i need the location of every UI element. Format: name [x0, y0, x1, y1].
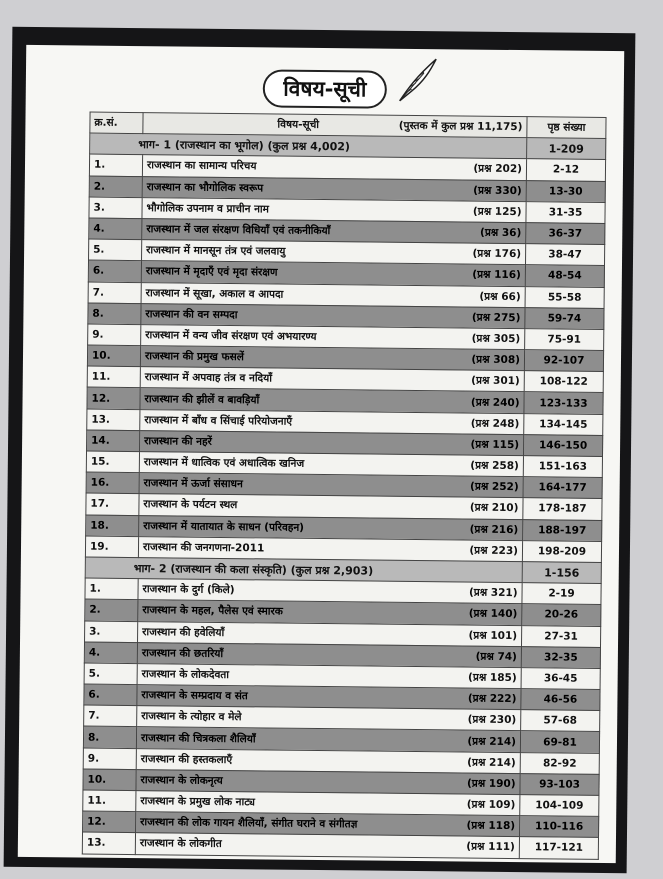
page-range: 198-209 — [522, 540, 601, 562]
page-range: 57-68 — [521, 710, 600, 732]
page-range: 2-12 — [526, 159, 605, 181]
title-area — [26, 67, 624, 111]
page-range: 27-31 — [521, 625, 600, 647]
chapter-number: 7. — [88, 282, 141, 304]
question-count: (प्रश्न 101) — [468, 629, 518, 642]
question-count: (प्रश्न 125) — [472, 205, 522, 218]
chapter-title: राजस्थान के सम्प्रदाय व संत — [141, 689, 248, 703]
page-range: 59-74 — [525, 307, 604, 329]
chapter-number: 3. — [89, 197, 142, 219]
chapter-number: 2. — [85, 599, 138, 621]
chapter-number: 19. — [85, 536, 138, 558]
page-range: 93-103 — [520, 773, 599, 795]
page-range: 55-58 — [525, 286, 604, 308]
page-title: विषय-सूची — [263, 69, 387, 108]
chapter-title: राजस्थान की लोक गायन शैलियाँ, संगीत घराने व संगीतज्ञ — [140, 816, 358, 831]
chapter-title: राजस्थान में धात्विक एवं अधात्विक खनिज — [143, 456, 305, 470]
question-count: (प्रश्न 210) — [469, 502, 519, 515]
chapter-number: 9. — [83, 748, 136, 770]
chapter-title: राजस्थान में वन्य जीव संरक्षण एवं अभयारण्य — [145, 329, 317, 343]
chapter-title: राजस्थान में यातायात के साधन (परिवहन) — [143, 519, 305, 534]
chapter-title: राजस्थान के दुर्ग (किले) — [142, 583, 235, 597]
page-range: 82-92 — [520, 752, 599, 774]
chapter-title: राजस्थान के प्रमुख लोक नाट्य — [140, 795, 255, 809]
header-serial: क्र.सं. — [90, 112, 143, 134]
page-range: 151-163 — [523, 456, 602, 478]
question-count: (प्रश्न 176) — [472, 247, 522, 261]
chapter-number: 18. — [86, 515, 139, 537]
chapter-title: राजस्थान में मृदाएँ एवं मृदा संरक्षण — [145, 265, 278, 279]
chapter-number: 9. — [88, 324, 141, 346]
page-range: 104-109 — [520, 795, 599, 817]
page-range: 46-56 — [521, 689, 600, 711]
header-total-questions: (पुस्तक में कुल प्रश्न 11,175) — [398, 119, 523, 134]
chapter-title: राजस्थान में जल संरक्षण विधियाँ एवं तकनीकियाँ — [146, 223, 331, 238]
chapter-number: 17. — [86, 493, 139, 515]
chapter-number: 1. — [89, 154, 142, 176]
chapter-title: राजस्थान में अपवाह तंत्र व नदियाँ — [144, 371, 273, 385]
chapter-number: 3. — [85, 621, 138, 643]
page-range: 36-45 — [521, 667, 600, 689]
chapter-title: राजस्थान की चित्रकला शैलियाँ — [140, 731, 256, 745]
chapter-number: 11. — [83, 790, 136, 812]
chapter-number: 4. — [89, 218, 142, 240]
question-count: (प्रश्न 118) — [466, 819, 516, 833]
question-count: (प्रश्न 330) — [473, 184, 522, 197]
page-range: 13-30 — [526, 180, 605, 202]
header-subject-label: विषय-सूची — [277, 118, 320, 132]
chapter-title: राजस्थान का भौगोलिक स्वरूप — [146, 180, 264, 195]
header-page-number: पृष्ठ संख्या — [527, 117, 606, 139]
page-range: 134-145 — [524, 413, 603, 435]
chapter-title: राजस्थान के त्योहार व मेले — [141, 710, 242, 724]
chapter-number: 15. — [86, 451, 139, 473]
page-range: 164-177 — [523, 477, 602, 499]
chapter-number: 2. — [89, 176, 142, 198]
page-range: 188-197 — [523, 519, 602, 541]
question-count: (प्रश्न 109) — [466, 798, 516, 812]
question-count: (प्रश्न 305) — [471, 332, 521, 346]
chapter-title: राजस्थान के लोकगीत — [139, 837, 222, 851]
page-range: 31-35 — [526, 201, 605, 223]
chapter-title: राजस्थान के लोकदेवता — [141, 668, 230, 682]
contents-table — [82, 112, 607, 860]
chapter-title: राजस्थान के लोकनृत्य — [140, 774, 223, 787]
chapter-title: राजस्थान की झीलें व बावड़ियाँ — [144, 392, 260, 406]
question-count: (प्रश्न 116) — [472, 268, 521, 282]
question-count: (प्रश्न 230) — [467, 713, 517, 727]
page-range: 2-19 — [522, 583, 601, 605]
question-count: (प्रश्न 301) — [471, 374, 520, 388]
chapter-title: राजस्थान की नहरें — [144, 435, 212, 448]
question-count: (प्रश्न 36) — [479, 226, 522, 240]
section-pages: 1-209 — [527, 138, 606, 160]
chapter-number: 11. — [87, 366, 140, 388]
question-count: (प्रश्न 308) — [471, 353, 521, 367]
chapter-number: 1. — [85, 578, 138, 600]
question-count: (प्रश्न 222) — [467, 692, 517, 706]
chapter-number: 16. — [86, 472, 139, 494]
page-range: 48-54 — [525, 265, 604, 287]
chapter-number: 13. — [82, 832, 135, 854]
chapter-number: 13. — [87, 409, 140, 431]
chapter-number: 14. — [87, 430, 140, 452]
chapter-title: राजस्थान की हवेलियाँ — [142, 625, 225, 639]
chapter-number: 10. — [83, 769, 136, 791]
chapter-number: 4. — [84, 642, 137, 664]
chapter-title: राजस्थान का सामान्य परिचय — [146, 159, 257, 173]
contents-page — [18, 45, 624, 863]
chapter-title: राजस्थान के पर्यटन स्थल — [143, 498, 238, 512]
question-count: (प्रश्न 74) — [475, 650, 517, 663]
chapter-title: राजस्थान की वन सम्पदा — [145, 307, 238, 321]
chapter-title: राजस्थान में बाँध व सिंचाई परियोजनाएँ — [144, 413, 293, 428]
question-count: (प्रश्न 140) — [468, 607, 518, 621]
page-range: 117-121 — [519, 837, 598, 859]
question-count: (प्रश्न 223) — [469, 544, 519, 557]
chapter-number: 6. — [88, 260, 141, 282]
chapter-number: 5. — [84, 663, 137, 685]
question-count: (प्रश्न 248) — [470, 417, 520, 430]
question-count: (प्रश्न 111) — [466, 841, 515, 854]
chapter-title: राजस्थान में सूखा, अकाल व आपदा — [145, 286, 284, 301]
chapter-title: भौगोलिक उपनाम व प्राचीन नाम — [146, 202, 269, 216]
question-count: (प्रश्न 214) — [467, 735, 517, 748]
question-count: (प्रश्न 214) — [467, 756, 516, 769]
question-count: (प्रश्न 240) — [470, 396, 520, 409]
quill-feather-icon — [394, 55, 443, 105]
page-range: 110-116 — [520, 816, 599, 838]
chapter-number: 5. — [89, 239, 142, 261]
chapter-number: 7. — [84, 705, 137, 727]
section-pages: 1-156 — [522, 562, 601, 584]
question-count: (प्रश्न 115) — [470, 438, 520, 451]
page-range: 32-35 — [521, 646, 600, 668]
section-title: भाग- 1 (राजस्थान का भूगोल) (कुल प्रश्न 4,002) — [90, 133, 527, 159]
section-title: भाग- 2 (राजस्थान की कला संस्कृति) (कुल प्रश्न 2,903) — [85, 557, 522, 583]
page-range: 36-37 — [526, 223, 605, 245]
page-range: 92-107 — [524, 350, 603, 372]
page-range: 178-187 — [523, 498, 602, 520]
question-count: (प्रश्न 202) — [473, 163, 523, 176]
question-count: (प्रश्न 216) — [469, 523, 519, 536]
question-count: (प्रश्न 321) — [468, 586, 518, 600]
chapter-cell — [135, 833, 519, 858]
table-row — [82, 832, 598, 859]
page-range: 75-91 — [525, 329, 604, 351]
page-range: 69-81 — [520, 731, 599, 753]
question-count: (प्रश्न 258) — [470, 459, 519, 473]
chapter-title: राजस्थान की हस्तकलाएँ — [140, 752, 233, 766]
chapter-title: राजस्थान के महल, पैलेस एवं स्मारक — [142, 604, 283, 619]
chapter-title: राजस्थान की प्रमुख फसलें — [144, 350, 244, 364]
chapter-title: राजस्थान में मानसून तंत्र एवं जलवायु — [146, 244, 286, 258]
chapter-number: 12. — [83, 811, 136, 833]
chapter-title: राजस्थान की छतरियाँ — [141, 646, 224, 660]
page-range: 146-150 — [523, 434, 602, 456]
chapter-number: 12. — [87, 387, 140, 409]
page-range: 20-26 — [522, 604, 601, 626]
page-range: 108-122 — [524, 371, 603, 393]
question-count: (प्रश्न 185) — [468, 671, 517, 685]
chapter-title: राजस्थान में ऊर्जा संसाधन — [143, 477, 243, 491]
chapter-number: 8. — [88, 303, 141, 325]
chapter-title: राजस्थान की जनगणना-2011 — [142, 540, 265, 555]
page-range: 38-47 — [525, 244, 604, 266]
question-count: (प्रश्न 252) — [470, 480, 519, 494]
question-count: (प्रश्न 66) — [479, 290, 521, 303]
chapter-number: 8. — [83, 726, 136, 748]
question-count: (प्रश्न 275) — [471, 311, 521, 324]
chapter-number: 10. — [87, 345, 140, 367]
chapter-number: 6. — [84, 684, 137, 706]
question-count: (प्रश्न 190) — [466, 777, 516, 790]
page-range: 123-133 — [524, 392, 603, 414]
